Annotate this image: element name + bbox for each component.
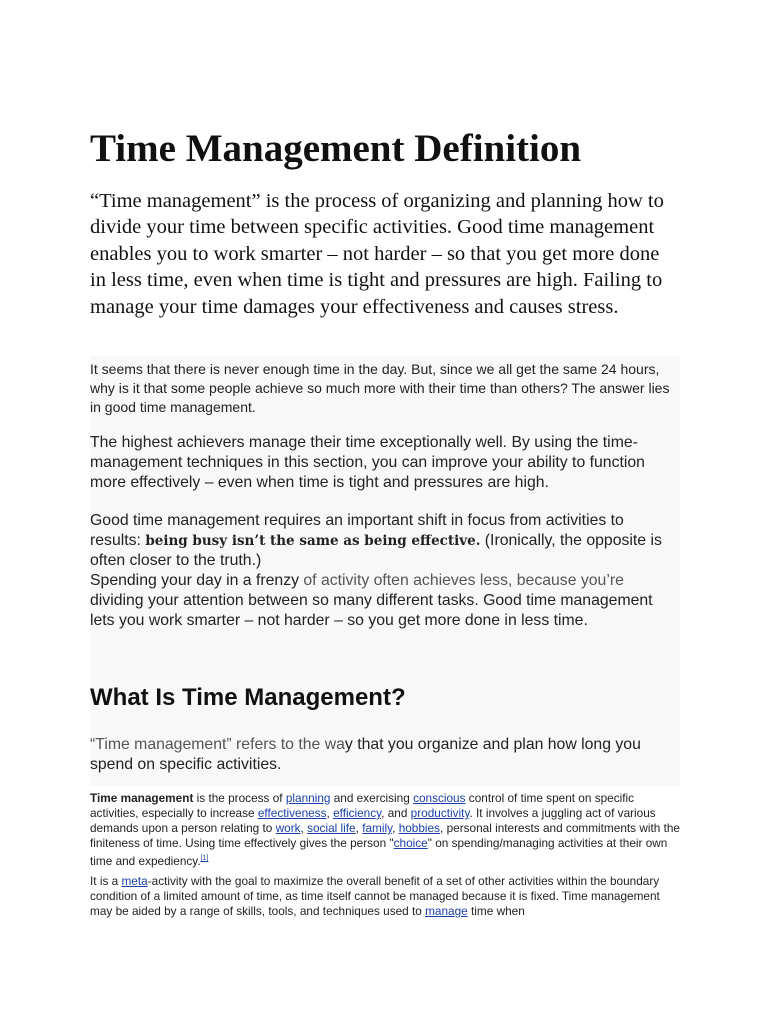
def-text: is the process of bbox=[193, 791, 286, 805]
paragraph-3 bbox=[90, 511, 678, 572]
paragraph-5 bbox=[90, 735, 678, 775]
def-text: . It involves a juggling act of various demands upon a person relating to bbox=[90, 806, 656, 835]
def-text: It is a bbox=[90, 874, 122, 888]
link-effectiveness[interactable]: effectiveness bbox=[257, 806, 327, 820]
paragraph-5-light: “Time management” refers to the wa bbox=[90, 736, 345, 753]
paragraph-4-light: of activity often achieves less, because you’re bbox=[303, 572, 624, 589]
def-text: , personal interests and commitments with the finiteness of time. Using time effectively gives the person " bbox=[90, 821, 680, 850]
definition-paragraph-1 bbox=[90, 791, 680, 869]
def-text: " on spending/managing activities at their own time and expediency. bbox=[90, 836, 668, 868]
link-manage[interactable]: manage bbox=[425, 904, 468, 918]
paragraph-3-end: (Ironically, the opposite is often closer to the truth.) bbox=[90, 532, 662, 570]
section-heading: What Is Time Management? bbox=[90, 684, 406, 711]
def-text: , bbox=[326, 806, 334, 820]
link-hobbies[interactable]: hobbies bbox=[398, 821, 441, 835]
page-title: Time Management Definition bbox=[90, 127, 582, 170]
def-text: , bbox=[392, 821, 399, 835]
link-efficiency[interactable]: efficiency bbox=[333, 806, 382, 820]
def-text: , and bbox=[381, 806, 411, 820]
link-family[interactable]: family bbox=[362, 821, 393, 835]
def-text: -activity with the goal to maximize the overall benefit of a set of other activities within the boundary condition of a limited amount of time, as time itself cannot be managed because it is fixed. Time management may be aided by a range of skills, tools, and techniques used to bbox=[90, 874, 660, 918]
def-text: , bbox=[300, 821, 308, 835]
def-text: time when bbox=[467, 904, 525, 918]
paragraph-1: It seems that there is never enough time in the day. But, since we all get the same 24 hours, why is it that some people achieve so much more with their time than others? The answer lies in good time management. bbox=[90, 361, 670, 415]
paragraph-4-start: Spending your day in a frenzy bbox=[90, 572, 304, 589]
link-social-life[interactable]: social life bbox=[307, 821, 356, 835]
def-text: control of time spent on specific activities, especially to increase bbox=[90, 791, 635, 820]
paragraph-5-end: y that you organize and plan how long you spend on specific activities. bbox=[90, 736, 641, 774]
link-work[interactable]: work bbox=[275, 821, 301, 835]
paragraph-4 bbox=[90, 571, 678, 632]
paragraph-4-end: dividing your attention between so many different tasks. Good time management lets you work smarter – not harder – so you get more done in less time. bbox=[90, 592, 653, 630]
paragraph-3-start: Good time management requires an important shift in focus from activities to results: bbox=[90, 512, 624, 550]
link-choice[interactable]: choice bbox=[393, 836, 428, 850]
link-meta[interactable]: meta bbox=[121, 874, 148, 888]
def-text: and exercising bbox=[330, 791, 414, 805]
intro-paragraph: “Time management” is the process of organizing and planning how to divide your time between specific activities. Good time management enables you to work smarter – not harder – so that you get more done in less time, even when time is tight and pressures are high. Failing to manage your time damages your effectiveness and causes stress. bbox=[90, 190, 664, 318]
paragraph-3-emphasis: being busy isn’t the same as being effective. bbox=[145, 533, 481, 550]
definition-paragraph-2 bbox=[90, 874, 680, 919]
def-text: , bbox=[355, 821, 363, 835]
paragraph-2: The highest achievers manage their time exceptionally well. By using the time-management techniques in this section, you can improve your ability to function more effectively – even when time is tight and pressures are high. bbox=[90, 434, 645, 492]
link-conscious[interactable]: conscious bbox=[413, 791, 466, 805]
link-planning[interactable]: planning bbox=[285, 791, 331, 805]
def-bold-term: Time management bbox=[90, 791, 194, 805]
reference-link-1[interactable]: [1] bbox=[200, 855, 209, 862]
link-productivity[interactable]: productivity bbox=[410, 806, 470, 820]
